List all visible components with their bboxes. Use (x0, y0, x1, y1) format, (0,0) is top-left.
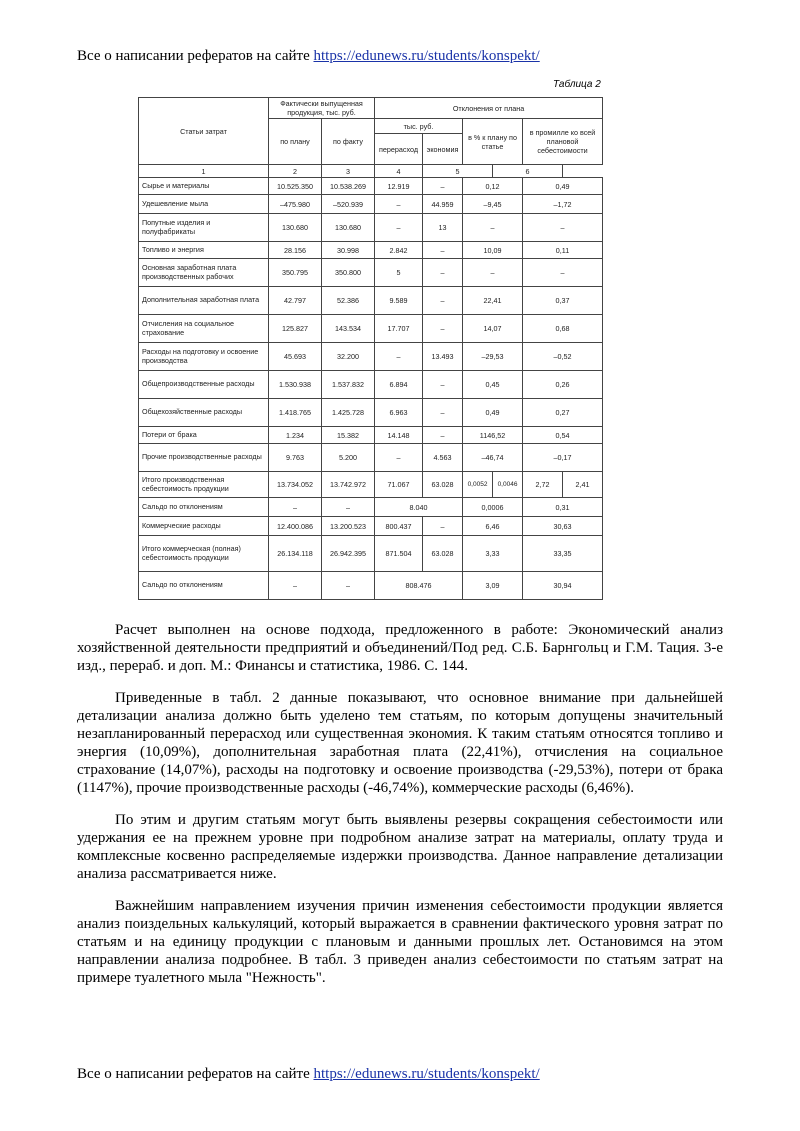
table-cell: 26.942.395 (322, 536, 375, 572)
table-cell: 14.148 (375, 427, 423, 444)
table-cell-name: Общехозяйственные расходы (139, 399, 269, 427)
table-cell: 0,49 (523, 178, 603, 195)
table-cell: 0,45 (463, 371, 523, 399)
table-cell: 0,26 (523, 371, 603, 399)
col-header-name: Статьи затрат (139, 98, 269, 165)
table-row (139, 399, 603, 427)
table-cell: 800.437 (375, 517, 423, 536)
table-cell: – (423, 242, 463, 259)
table-cell-name: Итого коммерческая (полная) себестоимость продукции (139, 536, 269, 572)
table-cell: 13.200.523 (322, 517, 375, 536)
table-cell: 42.797 (269, 287, 322, 315)
table-cell-name: Топливо и энергия (139, 242, 269, 259)
table-cell: 45.693 (269, 343, 322, 371)
table-cell: 5 (375, 259, 423, 287)
table-cell-name: Итого производственная себестоимость продукции (139, 472, 269, 498)
table-cell: 13 (423, 214, 463, 242)
table-row (139, 214, 603, 242)
table-cell: 6.894 (375, 371, 423, 399)
table-cell: 14,07 (463, 315, 523, 343)
table-cell: 6,46 (463, 517, 523, 536)
table-cell: 0,0052 (463, 472, 493, 498)
table-cell: 15.382 (322, 427, 375, 444)
table-cell-name: Удешевление мыла (139, 195, 269, 214)
table-row (139, 343, 603, 371)
table-cell: 143.534 (322, 315, 375, 343)
table-cell: 26.134.118 (269, 536, 322, 572)
table-cell: – (463, 259, 523, 287)
table-cell: 3,09 (463, 572, 523, 600)
table-cell: – (423, 399, 463, 427)
table-cell: 32.200 (322, 343, 375, 371)
page-header (77, 48, 540, 65)
col-number: 5 (423, 165, 493, 178)
table-cell: 44.959 (423, 195, 463, 214)
paragraph: По этим и другим статьям могут быть выявлены резервы сокращения себестоимости или удержания ее на прежнем уровне при подробном анализе затрат на материалы, оплату труда и комплексные косвенно распределяемые издержки производства. Данное направление детализации анализа рассматривается ниже. (77, 812, 723, 882)
table-cell: 0,12 (463, 178, 523, 195)
footer-link[interactable]: https://edunews.ru/students/konspekt/ (313, 1066, 540, 1082)
table-cell: 0,54 (523, 427, 603, 444)
table-cell: 808.476 (375, 572, 463, 600)
table-cell: –9,45 (463, 195, 523, 214)
table-cell-name: Общепроизводственные расходы (139, 371, 269, 399)
table-cell: 9.589 (375, 287, 423, 315)
table-cell: – (375, 444, 423, 472)
table-cell: – (423, 517, 463, 536)
table-cell: 30,63 (523, 517, 603, 536)
table-cell: – (463, 214, 523, 242)
table-cell: 2.842 (375, 242, 423, 259)
table-cell: 350.800 (322, 259, 375, 287)
table-cell: 130.680 (269, 214, 322, 242)
table-cell: 10,09 (463, 242, 523, 259)
table-row (139, 427, 603, 444)
table-cell: – (523, 259, 603, 287)
col-header-plan: по плану (269, 119, 322, 165)
table-cell: 63.028 (423, 472, 463, 498)
col-header-fact-group: Фактически выпущенная продукция, тыс. руб. (269, 98, 375, 119)
table-row (139, 371, 603, 399)
table-cell: 1.234 (269, 427, 322, 444)
table-cell: –520.939 (322, 195, 375, 214)
table-caption: Таблица 2 (553, 79, 601, 90)
table-cell: – (423, 371, 463, 399)
table-row (139, 259, 603, 287)
col-header-deviation-group: Отклонения от плана (375, 98, 603, 119)
col-header-permille: в промилле ко всей плановой себестоимости (523, 119, 603, 165)
table-cell: – (269, 498, 322, 517)
header-link[interactable]: https://edunews.ru/students/konspekt/ (313, 48, 540, 64)
table-cell: 0,49 (463, 399, 523, 427)
table-cell: 17.707 (375, 315, 423, 343)
table-cell-name: Сальдо по отклонениям (139, 498, 269, 517)
table-cell-name: Дополнительная заработная плата (139, 287, 269, 315)
table-cell: 52.386 (322, 287, 375, 315)
table-cell-name: Попутные изделия и полуфабрикаты (139, 214, 269, 242)
table-cell: –1,72 (523, 195, 603, 214)
table-cell: 0,27 (523, 399, 603, 427)
table-cell: 2,72 (523, 472, 563, 498)
table-cell-name: Основная заработная плата производственных рабочих (139, 259, 269, 287)
table-cell: 30.998 (322, 242, 375, 259)
col-header-pct: в % к плану по статье (463, 119, 523, 165)
table-cell: – (375, 343, 423, 371)
table-cell: 10.538.269 (322, 178, 375, 195)
table-row (139, 195, 603, 214)
table-cell: 125.827 (269, 315, 322, 343)
table-cell: 12.919 (375, 178, 423, 195)
body-text (77, 621, 723, 1001)
table-cell: 30,94 (523, 572, 603, 600)
table-cell: 1.418.765 (269, 399, 322, 427)
table-row (139, 287, 603, 315)
table-cell: 0,0046 (493, 472, 523, 498)
table-row (139, 444, 603, 472)
table-cell: 63.028 (423, 536, 463, 572)
table-cell: 0,68 (523, 315, 603, 343)
table-cell: – (423, 427, 463, 444)
table-cell-name: Расходы на подготовку и освоение производства (139, 343, 269, 371)
table-cell: 1.537.832 (322, 371, 375, 399)
table-cell: 0,37 (523, 287, 603, 315)
col-header-thousand: тыс. руб. (375, 119, 463, 134)
table-cell: 13.734.052 (269, 472, 322, 498)
table-cell: 12.400.086 (269, 517, 322, 536)
table-cell: 13.493 (423, 343, 463, 371)
table-cell: 4.563 (423, 444, 463, 472)
table-cell: 1146,52 (463, 427, 523, 444)
table-cell: 350.795 (269, 259, 322, 287)
header-text: Все о написании рефератов на сайте (77, 48, 314, 64)
page-footer (77, 1066, 540, 1083)
table-cell: –475.980 (269, 195, 322, 214)
col-number: 6 (493, 165, 563, 178)
table-cell: 22,41 (463, 287, 523, 315)
table-cell: 2,41 (563, 472, 603, 498)
table-cell: 3,33 (463, 536, 523, 572)
table-cell: 33,35 (523, 536, 603, 572)
table-cell-name: Коммерческие расходы (139, 517, 269, 536)
paragraph: Приведенные в табл. 2 данные показывают, что основное внимание при дальнейшей детализации анализа должно быть уделено тем статьям, по которым допущены значительный незапланированный перерасход или существенная экономия. К таким статьям относятся топливо и энергия (10,09%), дополнительная заработная плата (22,41%), отчисления на социальное страхование (14,07%), расходы на подготовку и освоение производства (-29,53%), потери от брака (1147%), прочие производственные расходы (-46,74%), коммерческие расходы (6,46%). (77, 690, 723, 796)
table-cell: – (322, 572, 375, 600)
table-cell-name: Сальдо по отклонениям (139, 572, 269, 600)
table-cell: – (269, 572, 322, 600)
table-cell: 1.425.728 (322, 399, 375, 427)
col-number: 3 (322, 165, 375, 178)
cost-table (138, 97, 603, 600)
footer-text: Все о написании рефератов на сайте (77, 1066, 314, 1082)
table-cell: – (423, 287, 463, 315)
col-number: 1 (139, 165, 269, 178)
table-cell: –46,74 (463, 444, 523, 472)
table-cell: 5.200 (322, 444, 375, 472)
col-header-fact: по факту (322, 119, 375, 165)
table-row (139, 178, 603, 195)
table-cell-name: Отчисления на социальное страхование (139, 315, 269, 343)
table-cell: 0,31 (523, 498, 603, 517)
table-cell: – (322, 498, 375, 517)
table-cell: – (375, 214, 423, 242)
paragraph: Важнейшим направлением изучения причин изменения себестоимости продукции является анализ поиздельных калькуляций, который выражается в сравнении фактического уровня затрат по статьям и на единицу продукции с плановым и данными прошлых лет. Остановимся на этом направлении анализа подробнее. В табл. 3 приведен анализ себестоимости по статьям затрат на примере туалетного мыла "Нежность". (77, 898, 723, 986)
table-cell: 6.963 (375, 399, 423, 427)
table-cell: 1.530.938 (269, 371, 322, 399)
col-header-overrun: перерасход (375, 134, 423, 165)
table-cell-name: Прочие производственные расходы (139, 444, 269, 472)
table-cell-name: Сырье и материалы (139, 178, 269, 195)
table-cell: 871.504 (375, 536, 423, 572)
table-cell: 130.680 (322, 214, 375, 242)
table-cell: – (423, 315, 463, 343)
col-number: 2 (269, 165, 322, 178)
paragraph: Расчет выполнен на основе подхода, предложенного в работе: Экономический анализ хозяйственной деятельности предприятий и объединений/Под ред. С.Б. Барнгольц и Г.М. Тация. 3-е изд., перераб. и доп. М.: Финансы и статистика, 1986. С. 144. (77, 622, 723, 674)
table-cell: – (423, 259, 463, 287)
table-cell: 13.742.972 (322, 472, 375, 498)
table-cell: – (423, 178, 463, 195)
table-cell: 8.040 (375, 498, 463, 517)
table-cell: 9.763 (269, 444, 322, 472)
table-cell: –0,17 (523, 444, 603, 472)
table-cell-name: Потери от брака (139, 427, 269, 444)
table-row (139, 242, 603, 259)
table-cell: –0,52 (523, 343, 603, 371)
table-row (139, 315, 603, 343)
table-cell: 10.525.350 (269, 178, 322, 195)
table-cell: 28.156 (269, 242, 322, 259)
table-cell: – (523, 214, 603, 242)
table-cell: 0,11 (523, 242, 603, 259)
table-cell: – (375, 195, 423, 214)
table-cell: 0,0006 (463, 498, 523, 517)
col-header-economy: экономия (423, 134, 463, 165)
table-cell: –29,53 (463, 343, 523, 371)
col-number: 4 (375, 165, 423, 178)
table-cell: 71.067 (375, 472, 423, 498)
